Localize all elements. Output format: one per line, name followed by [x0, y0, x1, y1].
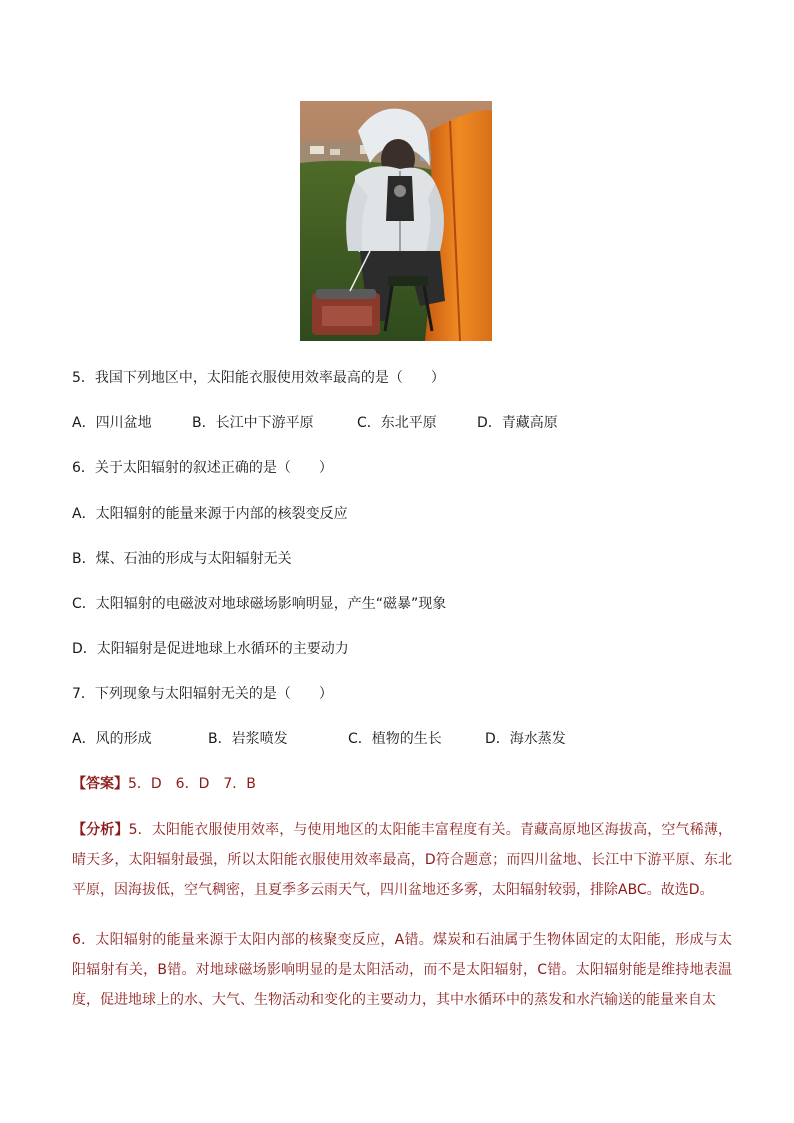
- solar-clothing-photo: [300, 101, 492, 341]
- option-a: A．四川盆地: [72, 415, 152, 431]
- option-a: A．太阳辐射的能量来源于内部的核裂变反应: [72, 506, 348, 522]
- question-7-options: [72, 729, 732, 749]
- analysis-text-2: 6．太阳辐射的能量来源于太阳内部的核聚变反应，A错。煤炭和石油属于生物体固定的太阳能，形成与太阳辐射有关，B错。对地球磁场影响明显的是太阳活动，而不是太阳辐射，C错。太阳辐射能是维持地表温度，促进地球上的水、大气、生物活动和变化的主要动力，其中水循环中的蒸发和水汽输送的能量来自太: [72, 932, 732, 1008]
- question-5-options: [72, 413, 732, 433]
- option-c: C．东北平原: [357, 415, 437, 431]
- answer-tag: 【答案】: [72, 776, 128, 792]
- analysis-paragraph-1: [72, 815, 732, 905]
- option-c: C．植物的生长: [348, 731, 442, 747]
- answer-text: 5．D 6．D 7．B: [128, 776, 256, 792]
- option-b: B．煤、石油的形成与太阳辐射无关: [72, 551, 292, 567]
- option-d: D．青藏高原: [477, 415, 558, 431]
- option-b: B．长江中下游平原: [192, 415, 314, 431]
- option-b: B．岩浆喷发: [208, 731, 288, 747]
- option-a: A．风的形成: [72, 731, 152, 747]
- answer-line: [72, 774, 256, 794]
- option-d: D．太阳辐射是促进地球上水循环的主要动力: [72, 641, 349, 657]
- analysis-paragraph-2: [72, 925, 732, 1015]
- analysis-tag: 【分析】: [72, 822, 129, 838]
- analysis-text-1: 5．太阳能衣服使用效率，与使用地区的太阳能丰富程度有关。青藏高原地区海拔高，空气稀薄，晴天多，太阳辐射最强，所以太阳能衣服使用效率最高，D符合题意；而四川盆地、长江中下游平原、东北平原，因海拔低，空气稠密，且夏季多云雨天气，四川盆地还多雾，太阳辐射较弱，排除ABC。故选D。: [72, 822, 733, 898]
- question-6-stem: 6．关于太阳辐射的叙述正确的是（ ）: [72, 460, 333, 476]
- option-c: C．太阳辐射的电磁波对地球磁场影响明显，产生“磁暴”现象: [72, 596, 447, 612]
- option-d: D．海水蒸发: [485, 731, 566, 747]
- question-5-stem: 5．我国下列地区中，太阳能衣服使用效率最高的是（ ）: [72, 370, 445, 386]
- question-7-stem: 7．下列现象与太阳辐射无关的是（ ）: [72, 686, 333, 702]
